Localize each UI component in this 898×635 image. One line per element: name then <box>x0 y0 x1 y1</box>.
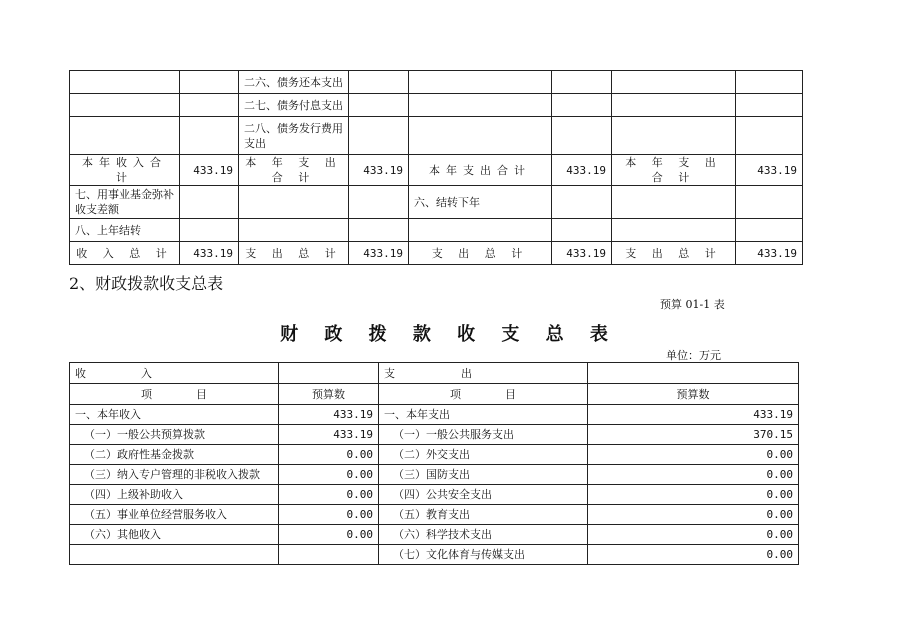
table-cell <box>736 94 803 117</box>
table-cell: （一）一般公共预算拨款 <box>70 425 279 445</box>
table-cell <box>409 71 552 94</box>
table-cell: 支 出 总 计 <box>409 242 552 265</box>
table-cell <box>349 219 409 242</box>
table-cell: （三）纳入专户管理的非税收入拨款 <box>70 465 279 485</box>
table-cell: 支 出 总 计 <box>612 242 736 265</box>
table-row <box>70 219 803 242</box>
table-cell: 0.00 <box>588 525 799 545</box>
fiscal-appropriation-table <box>69 362 799 565</box>
table-row <box>70 545 799 565</box>
table-cell: 0.00 <box>279 525 379 545</box>
table-cell: 0.00 <box>588 465 799 485</box>
table-cell: 433.19 <box>349 242 409 265</box>
table-cell <box>70 71 180 94</box>
income-header-blank <box>279 363 379 384</box>
table-cell <box>552 94 612 117</box>
table-cell <box>239 186 349 219</box>
income-item-col: 项 目 <box>70 384 279 405</box>
table-row <box>70 186 803 219</box>
table-cell: 0.00 <box>588 545 799 565</box>
table-cell: 0.00 <box>588 485 799 505</box>
table-cell: 433.19 <box>552 155 612 186</box>
table-row <box>70 505 799 525</box>
budget-summary-table-continued <box>69 70 803 265</box>
unit-label: 单位：万元 <box>666 349 721 362</box>
table-cell <box>239 219 349 242</box>
table-cell: 八、上年结转 <box>70 219 180 242</box>
table-cell: 433.19 <box>588 405 799 425</box>
income-budget-col: 预算数 <box>279 384 379 405</box>
table-cell: 433.19 <box>180 155 239 186</box>
section-title: 2、财政拨款收支总表 <box>69 274 224 293</box>
table-cell: 二六、债务还本支出 <box>239 71 349 94</box>
table-cell: 0.00 <box>279 505 379 525</box>
table-cell: 0.00 <box>279 465 379 485</box>
table-cell: 收 入 总 计 <box>70 242 180 265</box>
table-cell <box>612 71 736 94</box>
table-cell: 370.15 <box>588 425 799 445</box>
table-cell <box>349 94 409 117</box>
table-cell: 433.19 <box>180 242 239 265</box>
table-cell: （七）文化体育与传媒支出 <box>379 545 588 565</box>
table-cell <box>70 94 180 117</box>
table-cell <box>736 117 803 155</box>
table-row <box>70 117 803 155</box>
table-cell: 0.00 <box>588 505 799 525</box>
table-cell <box>736 219 803 242</box>
table-row <box>70 485 799 505</box>
table-cell: 支 出 总 计 <box>239 242 349 265</box>
table-cell <box>409 219 552 242</box>
table-cell: 二八、债务发行费用支出 <box>239 117 349 155</box>
table-cell: （六）其他收入 <box>70 525 279 545</box>
table-row <box>70 71 803 94</box>
table-cell: 433.19 <box>279 425 379 445</box>
table-cell: 六、结转下年 <box>409 186 552 219</box>
table-cell <box>612 94 736 117</box>
table-row <box>70 425 799 445</box>
expense-header: 支 出 <box>379 363 588 384</box>
table-cell: 433.19 <box>736 155 803 186</box>
table-cell <box>279 545 379 565</box>
table-cell <box>180 71 239 94</box>
table-cell: 0.00 <box>279 445 379 465</box>
table-cell <box>409 94 552 117</box>
income-header: 收 入 <box>70 363 279 384</box>
table-cell: 二七、债务付息支出 <box>239 94 349 117</box>
table-cell <box>552 186 612 219</box>
table-cell: （四）公共安全支出 <box>379 485 588 505</box>
table-cell <box>349 117 409 155</box>
table-cell: （一）一般公共服务支出 <box>379 425 588 445</box>
table-cell <box>612 219 736 242</box>
expense-budget-col: 预算数 <box>588 384 799 405</box>
table-cell <box>70 545 279 565</box>
table-cell: 0.00 <box>588 445 799 465</box>
table-cell: 0.00 <box>279 485 379 505</box>
table-cell <box>552 219 612 242</box>
table-cell: 一、本年收入 <box>70 405 279 425</box>
table-cell <box>552 71 612 94</box>
table-cell <box>180 186 239 219</box>
table-row <box>70 242 803 265</box>
expense-item-col: 项 目 <box>379 384 588 405</box>
table-cell: 本 年 支 出 合 计 <box>612 155 736 186</box>
table-cell: （六）科学技术支出 <box>379 525 588 545</box>
table-cell <box>180 219 239 242</box>
table-cell <box>612 117 736 155</box>
table-cell: （三）国防支出 <box>379 465 588 485</box>
table-cell <box>70 117 180 155</box>
table-cell: 本年支出合计 <box>409 155 552 186</box>
table-cell: 433.19 <box>349 155 409 186</box>
table-cell: 433.19 <box>279 405 379 425</box>
table-row <box>70 405 799 425</box>
table-cell: （五）教育支出 <box>379 505 588 525</box>
table-cell: （二）外交支出 <box>379 445 588 465</box>
table-cell: 本年收入合计 <box>70 155 180 186</box>
table-cell: 本 年 支 出 合 计 <box>239 155 349 186</box>
table-row <box>70 445 799 465</box>
table-cell <box>612 186 736 219</box>
table-cell: （五）事业单位经营服务收入 <box>70 505 279 525</box>
table-cell: 七、用事业基金弥补收支差额 <box>70 186 180 219</box>
table-cell: 433.19 <box>552 242 612 265</box>
table-cell <box>180 94 239 117</box>
table-row <box>70 525 799 545</box>
expense-header-blank <box>588 363 799 384</box>
table-cell <box>552 117 612 155</box>
table-row <box>70 155 803 186</box>
table-row <box>70 94 803 117</box>
document-title: 财 政 拨 款 收 支 总 表 <box>280 324 618 345</box>
table-cell: 433.19 <box>736 242 803 265</box>
table-cell: （二）政府性基金拨款 <box>70 445 279 465</box>
table-cell <box>180 117 239 155</box>
table-cell: 一、本年支出 <box>379 405 588 425</box>
form-code: 预算 01-1 表 <box>660 298 725 311</box>
table-cell <box>736 71 803 94</box>
table-cell <box>409 117 552 155</box>
table-row <box>70 465 799 485</box>
table-cell <box>349 71 409 94</box>
table-cell <box>349 186 409 219</box>
table-cell <box>736 186 803 219</box>
table-cell: （四）上级补助收入 <box>70 485 279 505</box>
